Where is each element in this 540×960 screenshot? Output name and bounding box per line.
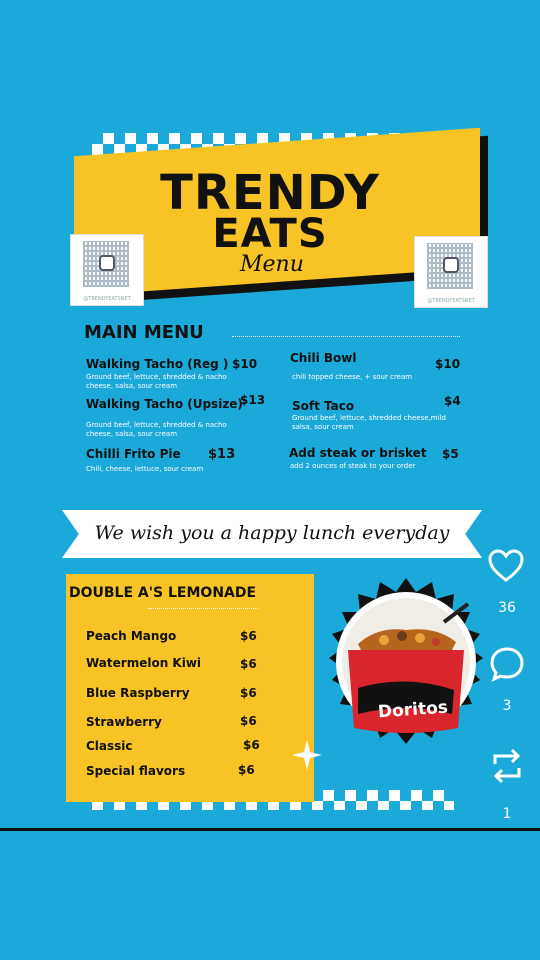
- lemonade-item-price: $6: [238, 763, 255, 777]
- lemonade-item-name: Peach Mango: [86, 629, 177, 643]
- qr-handle: @TRENDYEATSNET: [427, 298, 475, 304]
- qr-handle: @TRENDYEATSNET: [83, 296, 131, 302]
- menu-item-name: Add steak or brisket: [289, 446, 427, 460]
- menu-item-name: Walking Tacho (Reg ): [86, 357, 229, 371]
- lemonade-item-price: $6: [240, 629, 257, 643]
- menu-item-name: Chili Bowl: [290, 351, 357, 365]
- qr-code-left[interactable]: [70, 234, 144, 306]
- repost-icon[interactable]: [489, 746, 525, 786]
- menu-item-price: $10: [435, 357, 461, 371]
- menu-item-desc: Ground beef, lettuce, shredded & nacho cheese, salsa, sour cream: [86, 373, 227, 390]
- brand-title-line2: EATS: [212, 211, 328, 257]
- menu-item-desc: Chili, cheese, lettuce, sour cream: [86, 465, 204, 473]
- ribbon-text: We wish you a happy lunch everyday: [94, 522, 450, 544]
- menu-item-desc: Ground beef, lettuce, shredded cheese,mild salsa, sour cream: [292, 414, 446, 431]
- reposts-count: 1: [502, 806, 512, 822]
- lemonade-item-price: $6: [243, 738, 260, 752]
- instagram-icon: [443, 257, 459, 273]
- instagram-icon: [99, 255, 115, 271]
- main-menu-heading: MAIN MENU: [84, 322, 204, 343]
- lemonade-item-name: Classic: [86, 739, 133, 753]
- heading-dotted-line: [232, 336, 460, 337]
- lemonade-item-name: Watermelon Kiwi: [86, 656, 202, 670]
- menu-item-name: Walking Tacho (Upsize): [86, 397, 243, 411]
- bottom-divider: [0, 828, 540, 831]
- likes-count: 36: [498, 600, 516, 616]
- menu-item-name: Soft Taco: [292, 399, 355, 413]
- menu-item-price: $5: [442, 447, 459, 461]
- lemonade-item-price: $6: [240, 686, 257, 700]
- lemonade-item-price: $6: [240, 657, 257, 671]
- lemonade-item-name: Blue Raspberry: [86, 686, 190, 700]
- lemonade-item-name: Special flavors: [86, 764, 186, 778]
- brand-subtitle: Menu: [240, 252, 304, 277]
- qr-code-right[interactable]: [414, 236, 488, 308]
- menu-item-name: Chilli Frito Pie: [86, 447, 181, 461]
- menu-item-price: $4: [444, 394, 461, 408]
- comments-count: 3: [502, 698, 512, 714]
- lemonade-heading: DOUBLE A'S LEMONADE: [69, 585, 257, 601]
- heart-icon[interactable]: [487, 548, 525, 584]
- lemonade-item-name: Strawberry: [86, 715, 162, 729]
- menu-item-desc: chili topped cheese, + sour cream: [292, 373, 413, 381]
- lemonade-item-price: $6: [240, 714, 257, 728]
- bag-label: Doritos: [377, 697, 449, 723]
- lemonade-divider: [148, 608, 258, 609]
- menu-item-price: $13: [208, 447, 236, 462]
- brand-title-line1: TRENDY: [160, 165, 380, 221]
- walking-taco-photo: [318, 578, 494, 754]
- comment-icon[interactable]: [489, 646, 525, 682]
- menu-item-price: $13: [240, 393, 266, 407]
- menu-item-price: $10: [232, 357, 258, 371]
- menu-item-desc: add 2 ounces of steak to your order: [290, 462, 416, 470]
- menu-item-desc: Ground beef, lettuce, shredded & nacho cheese, salsa, sour cream: [86, 421, 227, 438]
